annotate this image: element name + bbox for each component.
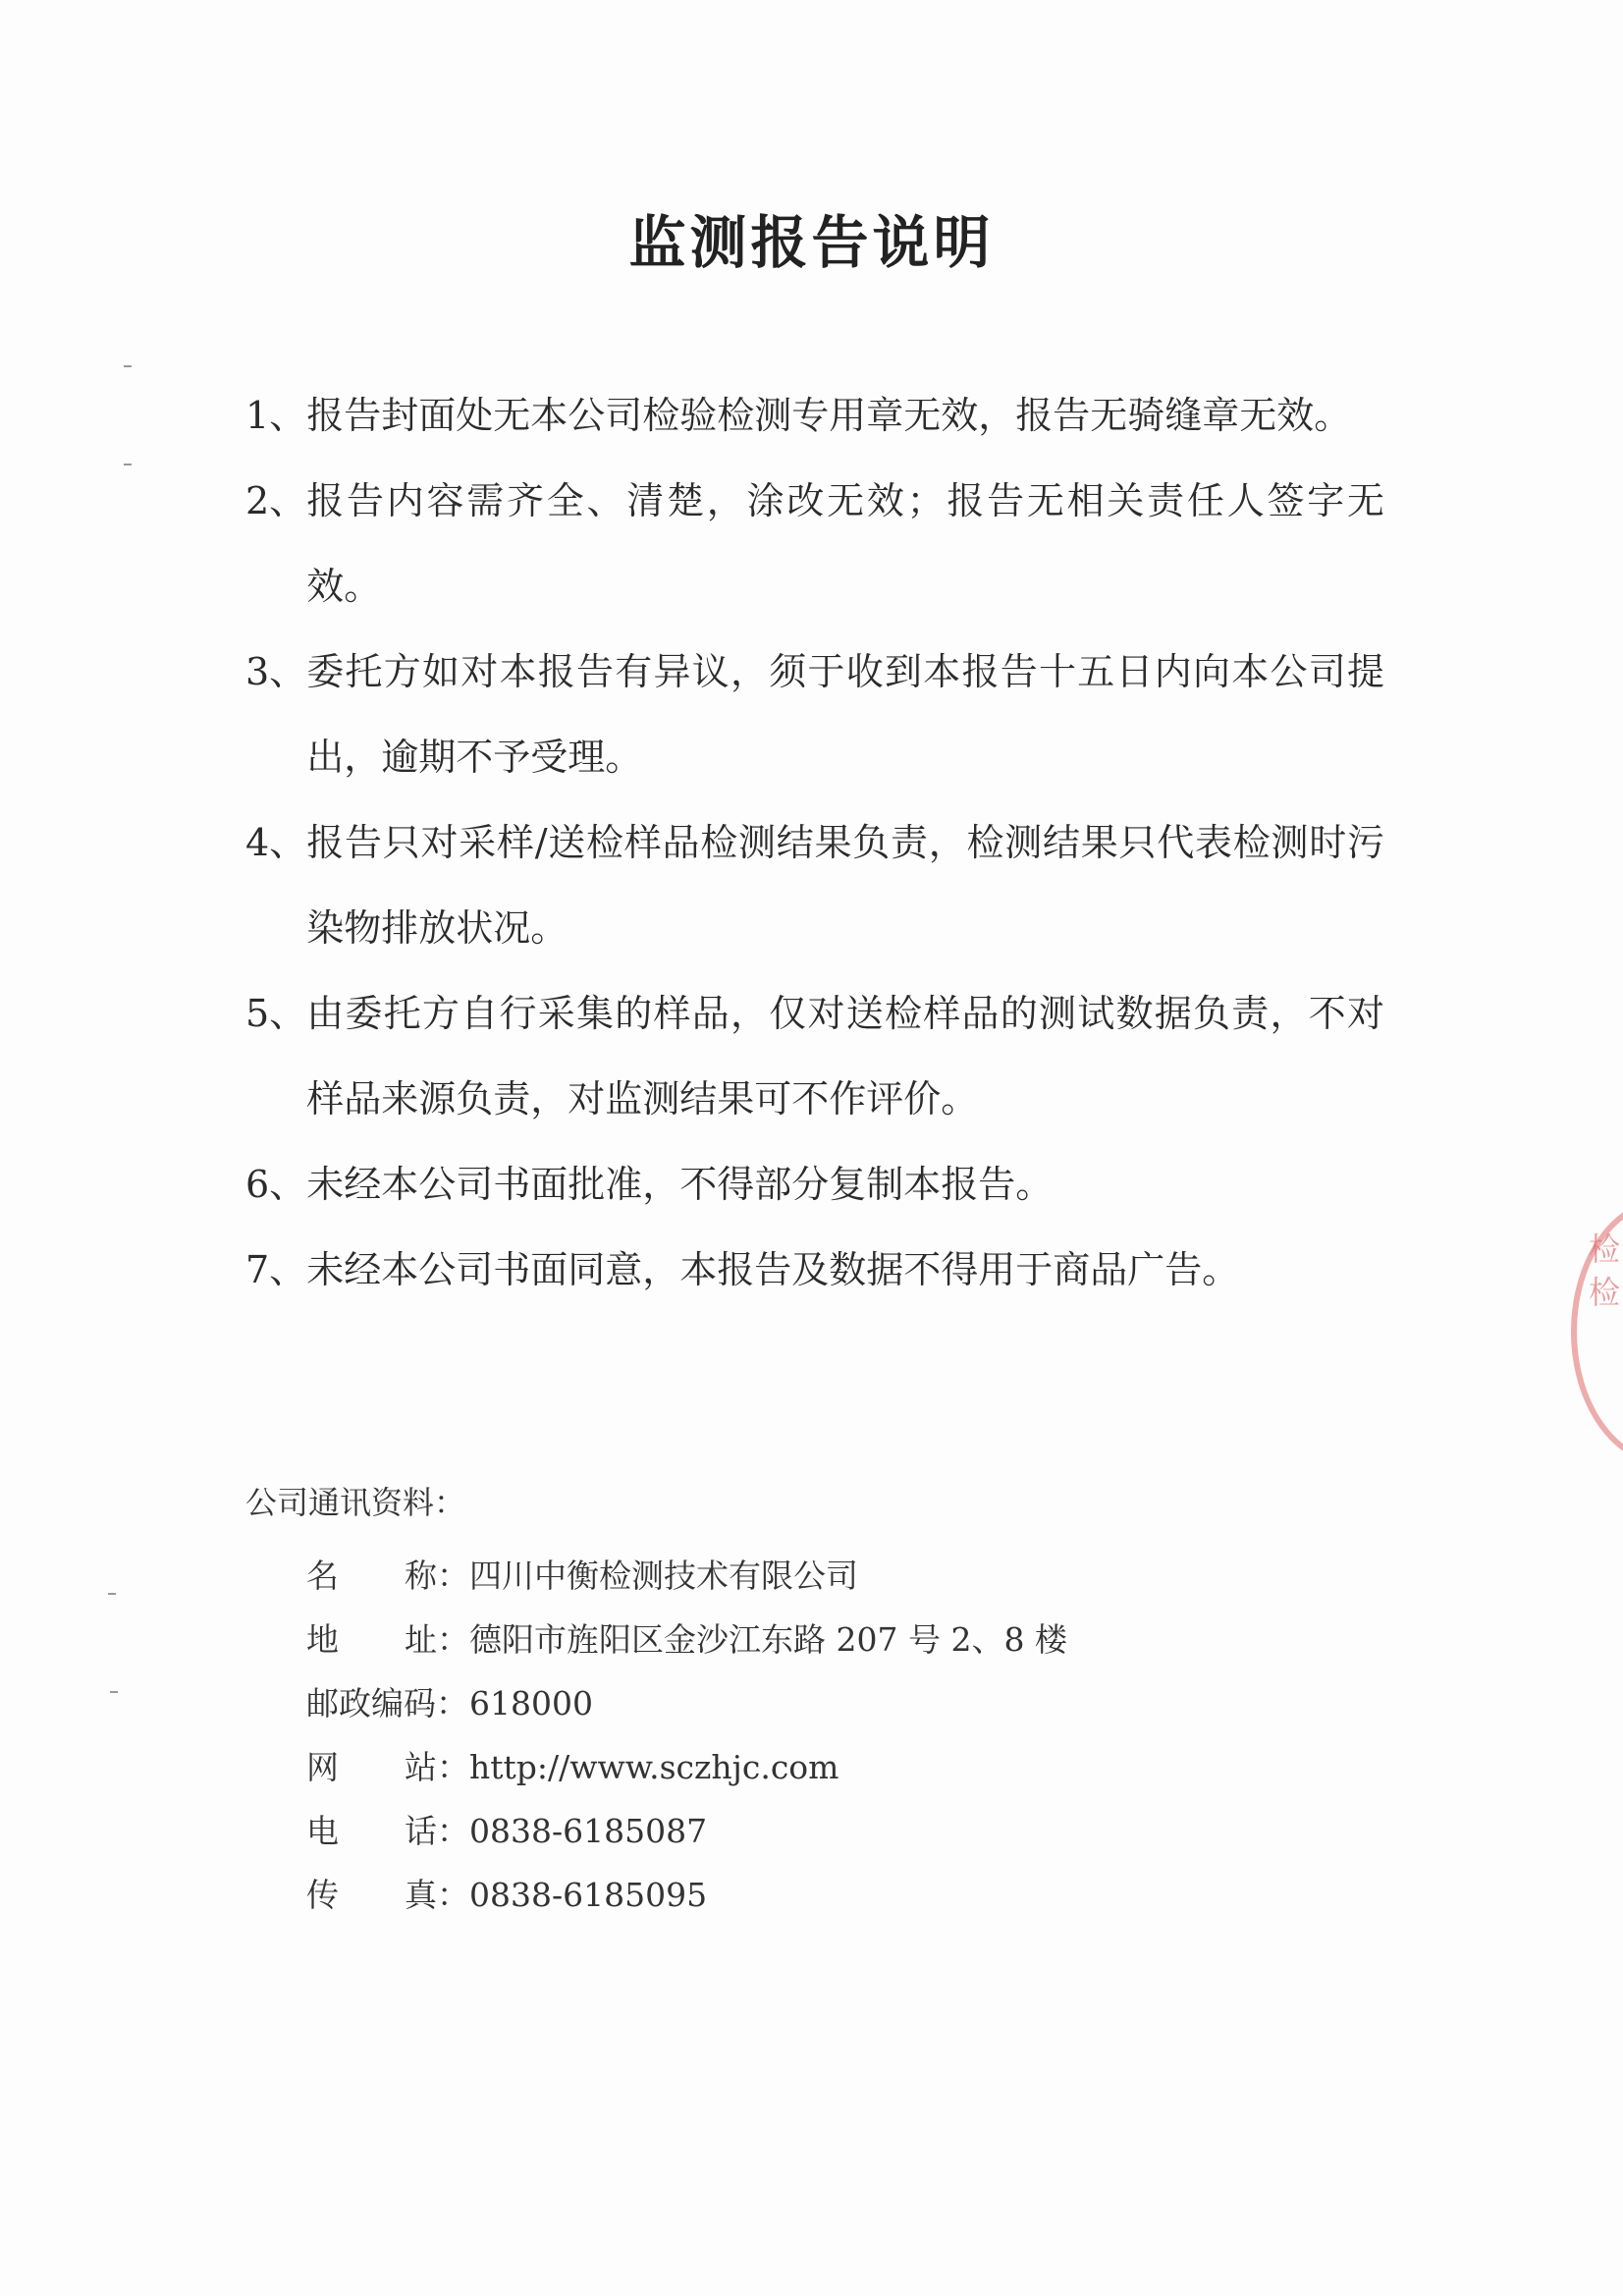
contact-value: 618000 — [469, 1684, 593, 1722]
list-item — [245, 800, 1384, 971]
contact-value: 德阳市旌阳区金沙江东路 207 号 2、8 楼 — [469, 1620, 1067, 1659]
list-item — [245, 629, 1384, 800]
contact-heading: 公司通讯资料： — [245, 1484, 466, 1521]
contact-info — [306, 1544, 1067, 1927]
contact-label: 邮政编码： — [306, 1684, 468, 1722]
contact-row-phone — [306, 1799, 1067, 1863]
item-number: 5、 — [245, 992, 307, 1035]
contact-row-postcode — [306, 1671, 1067, 1735]
item-text: 报告封面处无本公司检验检测专用章无效，报告无骑缝章无效。 — [306, 394, 1352, 437]
scan-mark — [124, 365, 132, 367]
scan-mark — [110, 1691, 118, 1693]
contact-label: 传 真： — [306, 1876, 469, 1914]
contact-row-website — [306, 1735, 1067, 1799]
list-item — [245, 459, 1384, 629]
contact-label: 网 站： — [306, 1748, 469, 1786]
item-number: 6、 — [245, 1163, 307, 1206]
contact-value: 0838-6185095 — [469, 1876, 708, 1914]
item-text: 未经本公司书面批准，不得部分复制本报告。 — [306, 1163, 1054, 1206]
item-text: 报告内容需齐全、清楚，涂改无效；报告无相关责任人签字无效。 — [306, 479, 1384, 608]
list-item — [245, 373, 1384, 459]
scan-mark — [124, 464, 132, 465]
contact-label: 电 话： — [306, 1812, 469, 1850]
item-text: 未经本公司书面同意，本报告及数据不得用于商品广告。 — [306, 1248, 1240, 1291]
list-item — [245, 1142, 1384, 1228]
contact-label: 地 址： — [306, 1620, 469, 1659]
item-number: 2、 — [245, 479, 307, 522]
contact-value: http://www.sczhjc.com — [469, 1748, 839, 1786]
item-text: 委托方如对本报告有异议，须于收到本报告十五日内向本公司提出，逾期不予受理。 — [306, 650, 1384, 779]
contact-row-fax — [306, 1863, 1067, 1927]
item-number: 3、 — [245, 650, 307, 693]
contact-value: 0838-6185087 — [469, 1812, 708, 1850]
contact-value: 四川中衡检测技术有限公司 — [469, 1557, 858, 1595]
item-number: 4、 — [245, 821, 307, 864]
notes-list — [245, 373, 1384, 1313]
item-text: 报告只对采样/送检样品检测结果负责，检测结果只代表检测时污染物排放状况。 — [306, 821, 1384, 950]
list-item — [245, 1228, 1384, 1313]
contact-label: 名 称： — [306, 1557, 469, 1595]
item-text: 由委托方自行采集的样品，仅对送检样品的测试数据负责，不对样品来源负责，对监测结果可不作评价。 — [306, 992, 1384, 1121]
contact-row-address — [306, 1608, 1067, 1671]
page-title: 监测报告说明 — [628, 209, 995, 276]
seal-text: 检 检 — [1589, 1230, 1621, 1311]
item-number: 7、 — [245, 1248, 307, 1291]
list-item — [245, 971, 1384, 1142]
item-number: 1、 — [245, 394, 307, 437]
contact-row-name — [306, 1544, 1067, 1608]
scan-mark — [108, 1593, 116, 1595]
